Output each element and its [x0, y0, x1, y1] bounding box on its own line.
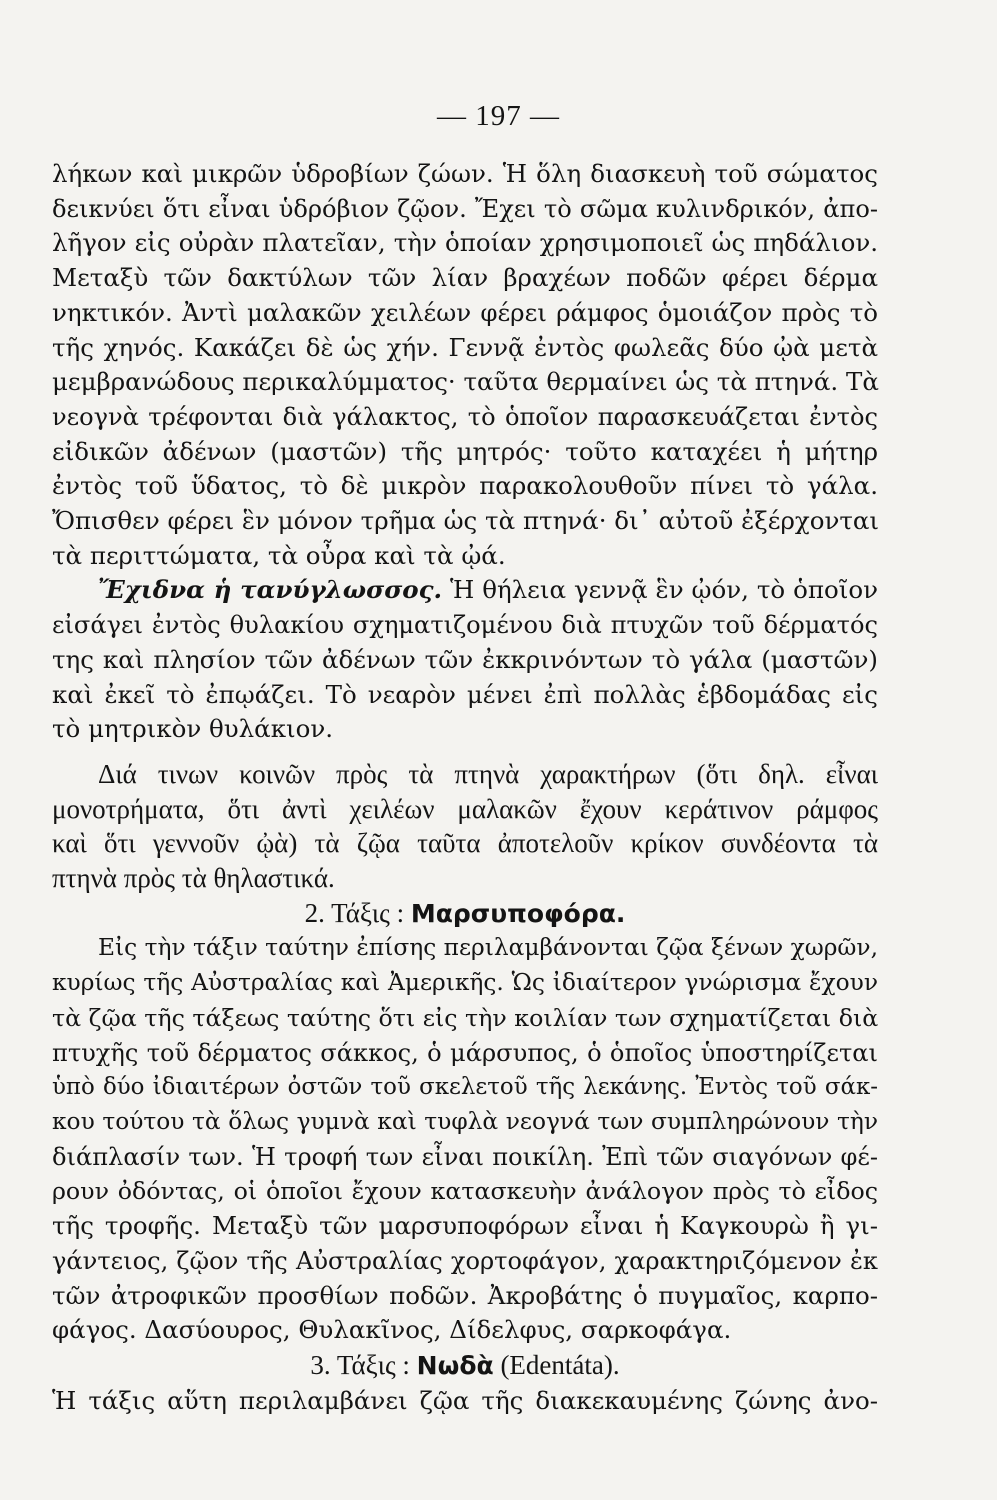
text-line: γάντειος, ζῷον τῆς Αὐστραλίας χορτοφάγον, χαρακτηριζόμενον ἐκ [52, 1246, 878, 1275]
text-line: λῆγον εἰς οὐρὰν πλατεῖαν, τὴν ὁποίαν χρησιμοποιεῖ ὡς πηδάλιον. [52, 228, 878, 258]
paragraph-edentata [52, 1384, 878, 1419]
text-line: τῆς τροφῆς. Μεταξὺ τῶν μαρσυποφόρων εἶναι ἡ Καγκουρὼ ἢ γι- [52, 1211, 878, 1241]
text-line: ὑπὸ δύο ἰδιαιτέρων ὀστῶν τοῦ σκελετοῦ τῆς λεκάνης. Ἐντὸς τοῦ σάκ- [52, 1074, 878, 1101]
text-line: κου τούτου τὰ ὅλως γυμνὰ καὶ τυφλὰ νεογνά των συμπληρώνουν τὴν [52, 1107, 878, 1135]
text-line: νηκτικόν. Ἀντὶ μαλακῶν χειλέων φέρει ράμφος ὁμοιάζον πρὸς τὸ [52, 297, 878, 327]
text-line: τὰ ζῷα τῆς τάξεως ταύτης ὅτι εἰς τὴν κοιλίαν των σχηματίζεται διὰ [52, 1003, 879, 1032]
text-line: δεικνύει ὅτι εἶναι ὑδρόβιον ζῷον. Ἔχει τὸ σῶμα κυλινδρικόν, ἀπο- [52, 194, 878, 223]
paragraph-monotremes-summary [52, 757, 878, 896]
text-line: ἐντὸς τοῦ ὕδατος, τὸ δὲ μικρὸν παρακολουθοῦν πίνει τὸ γάλα. [52, 471, 878, 501]
heading-title: Νωδὰ [416, 1350, 494, 1380]
text-line: διάπλασίν των. Ἡ τροφή των εἶναι ποικίλη. Ἐπὶ τῶν σιαγόνων φέ- [52, 1142, 878, 1171]
text-line: καὶ ὅτι γεννοῦν ᾠὰ) τὰ ζῷα ταῦτα ἀποτελοῦν κρίκον συνδέοντα τὰ [52, 828, 878, 859]
text-line: φάγος. Δασύουρος, Θυλακῖνος, Δίδελφυς, σαρκοφάγα. [52, 1315, 732, 1345]
text-line: πτηνὰ πρὸς τὰ θηλαστικά. [52, 863, 335, 894]
text-line: μεμβρανώδους περικαλύμματος· ταῦτα θερμαίνει ὡς τὰ πτηνά. Τὰ [52, 367, 879, 397]
text-line: νεογνὰ τρέφονται διὰ γάλακτος, τὸ ὁποῖον παρασκευάζεται ἐντὸς [52, 402, 878, 431]
text-line: Ὄπισθεν φέρει ἓν μόνον τρῆμα ὡς τὰ πτηνά· δι᾽ αὐτοῦ ἐξέρχονται [52, 506, 880, 536]
text-line: Ἡ τάξις αὕτη περιλαμβάνει ζῷα τῆς διακεκαυμένης ζώνης ἀνο- [52, 1385, 878, 1415]
text-line: τῆς χηνός. Κακάζει δὲ ὡς χήν. Γεννᾷ ἐντὸς φωλεᾶς δύο ᾠὰ μετὰ [52, 332, 878, 362]
spacer [52, 747, 878, 757]
text-line: ρουν ὀδόντας, οἱ ὁποῖοι ἔχουν κατασκευὴν ἀνάλογον πρὸς τὸ εἶδος [52, 1177, 878, 1206]
text-line: πτυχῆς τοῦ δέρματος σάκκος, ὁ μάρσυπος, ὁ ὁποῖος ὑποστηρίζεται [52, 1038, 878, 1067]
species-term: Ἔχιδνα ἡ τανύγλωσσος. [98, 575, 443, 605]
heading-prefix: 3. Τάξις : [310, 1349, 410, 1380]
text-line: κυρίως τῆς Αὐστραλίας καὶ Ἀμερικῆς. Ὡς ἰδιαίτερον γνώρισμα ἔχουν [52, 969, 878, 997]
section-heading-marsupials [52, 896, 878, 932]
text-line: τὰ περιττώματα, τὰ οὖρα καὶ τὰ ᾠά. [52, 540, 506, 570]
text-line: Διά τινων κοινῶν πρὸς τὰ πτηνὰ χαρακτήρων (ὅτι δηλ. εἶναι [98, 758, 878, 789]
text-line: Μεταξὺ τῶν δακτύλων τῶν λίαν βραχέων ποδῶν φέρει δέρμα [52, 263, 878, 293]
text-line: λήκων καὶ μικρῶν ὑδροβίων ζώων. Ἡ ὅλη διασκευὴ τοῦ σώματος [52, 159, 878, 188]
text-line: καὶ ἐκεῖ τὸ ἐπῳάζει. Τὸ νεαρὸν μένει ἐπὶ πολλὰς ἑβδομάδας εἰς [52, 679, 878, 709]
text-line: εἰσάγει ἐντὸς θυλακίου σχηματιζομένου διὰ πτυχῶν τοῦ δέρματός [52, 611, 878, 640]
page-number: — 197 — [437, 100, 560, 132]
text-fragment: Ἡ θήλεια γεννᾷ ἓν ᾠόν, τὸ ὁποῖον [449, 575, 878, 605]
text-line: Εἰς τὴν τάξιν ταύτην ἐπίσης περιλαμβάνονται ζῷα ξένων χωρῶν, [98, 934, 878, 962]
heading-title: Μαρσυποφόρα. [410, 898, 626, 928]
section-heading-edentata [52, 1348, 878, 1384]
text-line: της καὶ πλησίον τῶν ἀδένων τῶν ἐκκρινόντων τὸ γάλα (μαστῶν) [52, 644, 878, 674]
text-line: τὸ μητρικὸν θυλάκιον. [52, 714, 334, 744]
heading-latin-name: (Edentáta). [500, 1349, 620, 1380]
page-body [52, 157, 878, 1418]
text-line: τῶν ἀτροφικῶν προσθίων ποδῶν. Ἀκροβάτης ὁ πυγμαῖος, καρπο- [52, 1280, 878, 1310]
paragraph-echidna [52, 573, 878, 747]
text-line [52, 573, 878, 608]
text-line: μονοτρήματα, ὅτι ἀντὶ χειλέων μαλακῶν ἔχουν κεράτινον ράμφος [52, 793, 878, 824]
heading-prefix: 2. Τάξις : [304, 897, 405, 928]
paragraph-marsupials [52, 931, 878, 1347]
text-line: εἰδικῶν ἀδένων (μαστῶν) τῆς μητρός· τοῦτο καταχέει ἡ μήτηρ [52, 436, 878, 466]
paragraph-platypus [52, 157, 878, 573]
